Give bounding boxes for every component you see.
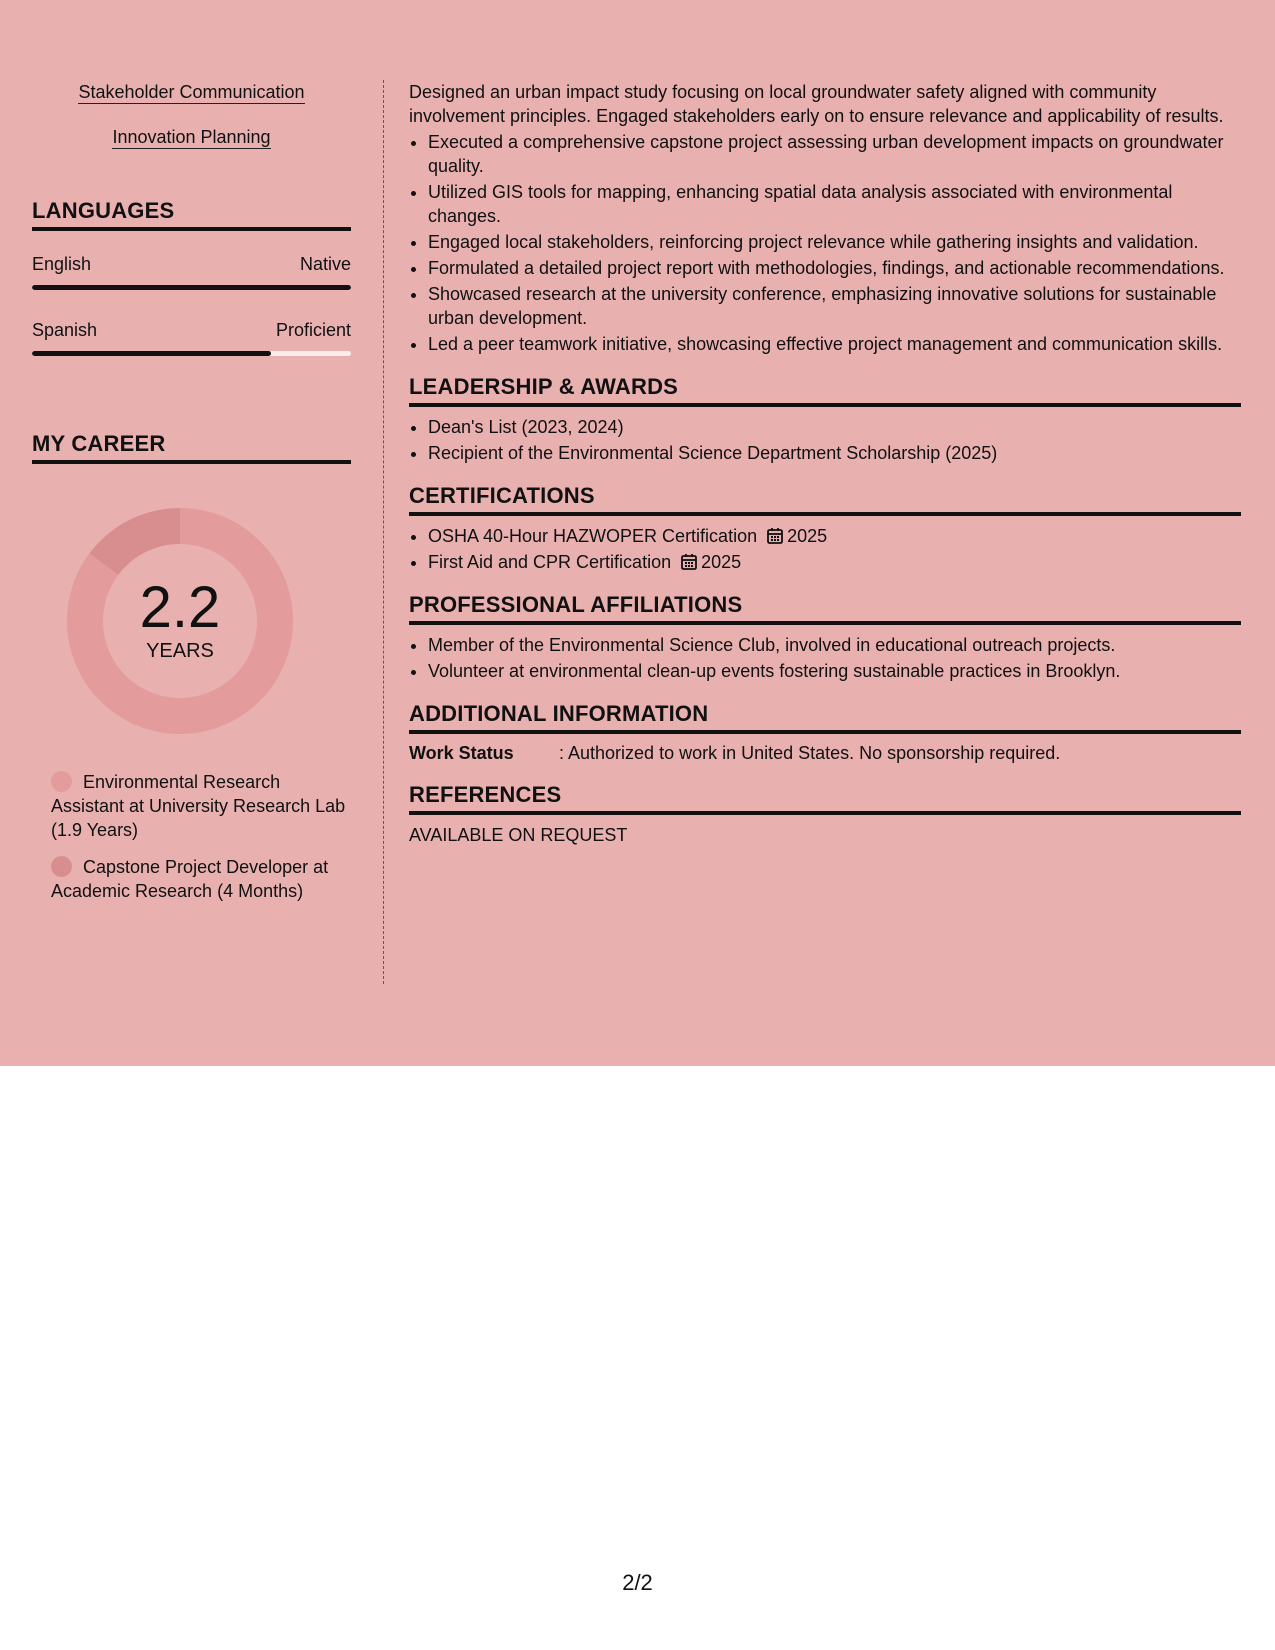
career-legend bbox=[32, 770, 351, 903]
language-bar bbox=[32, 285, 351, 290]
list-item: • Volunteer at environmental clean-up events fostering sustainable practices in Brooklyn. bbox=[428, 659, 1241, 683]
references-section bbox=[409, 782, 1241, 846]
language-item bbox=[32, 320, 351, 356]
certification-item: • OSHA 40-Hour HAZWOPER Certification 2025 bbox=[428, 524, 1241, 548]
additional-section bbox=[409, 701, 1241, 764]
list-item: • Engaged local stakeholders, reinforcing project relevance while gathering insights and validation. bbox=[428, 230, 1241, 254]
languages-heading: LANGUAGES bbox=[32, 198, 351, 231]
list-item: • Utilized GIS tools for mapping, enhancing spatial data analysis associated with environmental changes. bbox=[428, 180, 1241, 228]
language-level: Proficient bbox=[275, 320, 351, 340]
language-level: Native bbox=[299, 254, 351, 274]
languages-section bbox=[32, 198, 351, 356]
page-number: 2/2 bbox=[622, 1570, 653, 1595]
list-item: • Dean's List (2023, 2024) bbox=[428, 415, 1241, 439]
career-section bbox=[32, 431, 351, 903]
language-bar bbox=[32, 351, 351, 356]
list-item: • Recipient of the Environmental Science Department Scholarship (2025) bbox=[428, 441, 1241, 465]
legend-dot bbox=[51, 856, 72, 877]
work-status-value: : Authorized to work in United States. No sponsorship required. bbox=[559, 743, 1061, 763]
list-item: • Executed a comprehensive capstone project assessing urban development impacts on groundwater quality. bbox=[428, 130, 1241, 178]
column-divider bbox=[383, 80, 384, 984]
certifications-section bbox=[409, 483, 1241, 574]
awards-section bbox=[409, 374, 1241, 465]
list-item: • Led a peer teamwork initiative, showcasing effective project management and communication skills. bbox=[428, 332, 1241, 356]
awards-heading: LEADERSHIP & AWARDS bbox=[409, 374, 1241, 407]
affiliations-section bbox=[409, 592, 1241, 683]
work-status-label: Work Status bbox=[409, 743, 514, 763]
list-item: • Showcased research at the university conference, emphasizing innovative solutions for sustainable urban development. bbox=[428, 282, 1241, 330]
skill-item: Stakeholder Communication bbox=[78, 82, 305, 102]
list-item: • Member of the Environmental Science Club, involved in educational outreach projects. bbox=[428, 633, 1241, 657]
list-item: • Formulated a detailed project report with methodologies, findings, and actionable recommendations. bbox=[428, 256, 1241, 280]
career-donut-chart bbox=[67, 508, 293, 734]
additional-heading: ADDITIONAL INFORMATION bbox=[409, 701, 1241, 734]
language-bar-fill bbox=[32, 351, 271, 356]
skill-item: Innovation Planning bbox=[112, 127, 271, 147]
right-column bbox=[409, 80, 1241, 846]
career-unit: YEARS bbox=[146, 640, 214, 662]
experience-bullets bbox=[409, 130, 1241, 356]
calendar-icon bbox=[767, 527, 783, 544]
career-total: 2.2 bbox=[139, 575, 221, 640]
certification-item: • First Aid and CPR Certification 2025 bbox=[428, 550, 1241, 574]
language-bar-fill bbox=[32, 285, 351, 290]
legend-item: Environmental Research Assistant at University Research Lab (1.9 Years) bbox=[51, 772, 346, 840]
references-text: AVAILABLE ON REQUEST bbox=[409, 825, 628, 845]
calendar-icon bbox=[681, 553, 697, 570]
references-heading: REFERENCES bbox=[409, 782, 1241, 815]
left-column bbox=[32, 80, 351, 916]
work-status-row bbox=[409, 743, 1241, 764]
affiliations-heading: PROFESSIONAL AFFILIATIONS bbox=[409, 592, 1241, 625]
legend-dot bbox=[51, 771, 72, 792]
legend-item: Capstone Project Developer at Academic Research (4 Months) bbox=[51, 857, 329, 901]
career-heading: MY CAREER bbox=[32, 431, 351, 464]
language-item bbox=[32, 254, 351, 290]
experience-summary: Designed an urban impact study focusing on local groundwater safety aligned with community involvement principles. Engaged stakeholders early on to ensure relevance and applicability of results. bbox=[409, 82, 1224, 126]
language-name: Spanish bbox=[32, 320, 98, 340]
language-name: English bbox=[32, 254, 92, 274]
certifications-heading: CERTIFICATIONS bbox=[409, 483, 1241, 516]
